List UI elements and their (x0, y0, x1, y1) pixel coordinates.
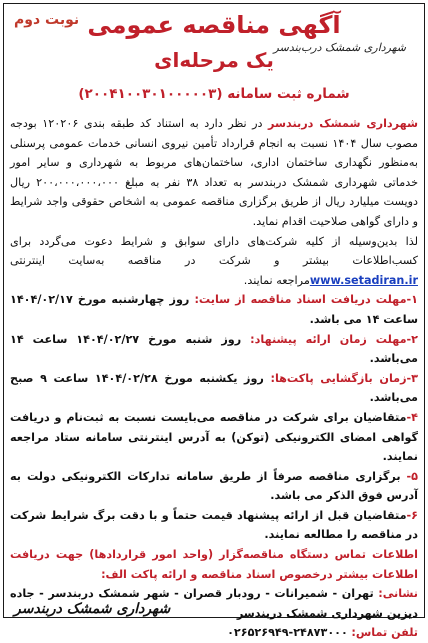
registration-label: شماره ثبت سامانه (227, 86, 350, 102)
condition-number: ۶- (406, 508, 418, 522)
invite-paragraph (10, 232, 418, 291)
invite-tail: مراجعه نمایند. (243, 273, 310, 287)
condition-number: ۴- (406, 410, 418, 424)
contact-heading: اطلاعات تماس دستگاه مناقصه‌گزار (واحد امور قراردادها) جهت دریافت اطلاعات بیشتر درخصوص اسناد مناقصه و ارائه پاکت الف: (10, 548, 418, 581)
notice-header (0, 0, 428, 118)
condition-text: برگزاری مناقصه صرفاً از طریق سامانه تدارکات الکترونیکی دولت به آدرس فوق الذکر می باشد. (10, 469, 418, 503)
registration-number: (۲۰۰۴۱۰۰۳۰۱۰۰۰۰۰۳) (78, 86, 223, 102)
condition-text: متقاضیان برای شرکت در مناقصه می‌بایست نسبت به ثبت‌نام و دریافت گواهی امضای الکترونیکی (توکن) به آدرس اینترنتی سامانه ستاد مراجعه نمایند. (10, 410, 418, 464)
page-subtitle: یک مرحله‌ای (154, 48, 274, 72)
condition-item (10, 467, 418, 506)
conditions-list (10, 290, 418, 545)
intro-text: در نظر دارد به استناد کد طبقه بندی ۱۲۰۲۰۶ بودجه مصوب سال ۱۴۰۴ نسبت به انجام قرارداد تأمین نیروی انسانی خدمات عمومی پرسنلی به‌منظور نگهداری ساختمان اداری، ساختمان‌های مربوط به شهرداری و سایر امور خدماتی شهرداری شمشک دربندسر به تعداد ۳۸ نفر به مبلغ ۲۰۰،۰۰۰،۰۰۰،۰۰۰ ریال دویست میلیارد ریال از طریق برگزاری مناقصه عمومی به اشخاص حقوقی واجد شرایط و دارای گواهی صلاحیت اقدام نماید. (10, 117, 418, 228)
condition-number: ۲- (406, 332, 419, 346)
setad-link[interactable]: www.setadiran.ir (309, 273, 418, 287)
condition-text: روز شنبه مورخ ۱۴۰۴/۰۲/۲۷ ساعت ۱۴ می‌باشد. (10, 332, 418, 366)
intro-paragraph (10, 114, 418, 232)
invite-text: لذا بدین‌وسیله از کلیه شرکت‌های دارای سوابق و شرایط دعوت می‌گردد برای کسب‌اطلاعات بیشتر و شرکت در مناقصه به‌سایت اینترنتی (10, 234, 418, 268)
condition-item (10, 369, 418, 408)
condition-item (10, 408, 418, 467)
phone-label: تلفن تماس: (351, 626, 418, 640)
phone-line (10, 623, 418, 643)
condition-number: ۳- (406, 371, 419, 385)
condition-item (10, 506, 418, 545)
condition-number: ۱- (406, 293, 418, 307)
page-title: آگهی مناقصه عمومی (87, 11, 341, 39)
condition-text: روز یکشنبه مورخ ۱۴۰۴/۰۲/۲۸ ساعت ۹ صبح می‌باشد. (10, 371, 418, 405)
publication-round: نوبت دوم (14, 12, 80, 28)
condition-text: متقاضیان قبل از ارائه پیشنهاد قیمت حتماً و با دقت برگ شرایط شرکت در مناقصه را مطالعه نمایند. (10, 508, 418, 542)
condition-label: مهلت دریافت اسناد مناقصه از سایت: (194, 293, 407, 307)
address-label: نشانی: (378, 587, 418, 601)
municipality-name: شهرداری شمشک دربندسر (268, 117, 418, 130)
condition-label: زمان بازگشایی پاکت‌ها: (270, 371, 407, 385)
condition-label: مهلت زمان ارائه پیشنهاد: (250, 332, 407, 346)
logo-text: شهرداری شمشک درب‌بندسر (273, 40, 406, 54)
registration-line (0, 86, 428, 102)
footer-signature: شهرداری شمشک دربندسر (14, 601, 171, 617)
condition-item (10, 290, 418, 329)
notice-body (10, 114, 418, 643)
phone-number: ۰۲۶۵۲۶۹۴۹-۲۴۸۷۳۰۰۰ (227, 626, 348, 640)
condition-item (10, 330, 418, 369)
address-text: تهران - شمیرانات - رودبار قصران - شهر شمشک دربندسر - جاده دیزین شهرداری شمشک دربندسر (10, 587, 418, 620)
condition-text: روز چهارشنبه مورخ ۱۴۰۴/۰۲/۱۷ ساعت ۱۴ می باشد. (10, 293, 418, 326)
condition-number: ۵- (406, 469, 418, 483)
